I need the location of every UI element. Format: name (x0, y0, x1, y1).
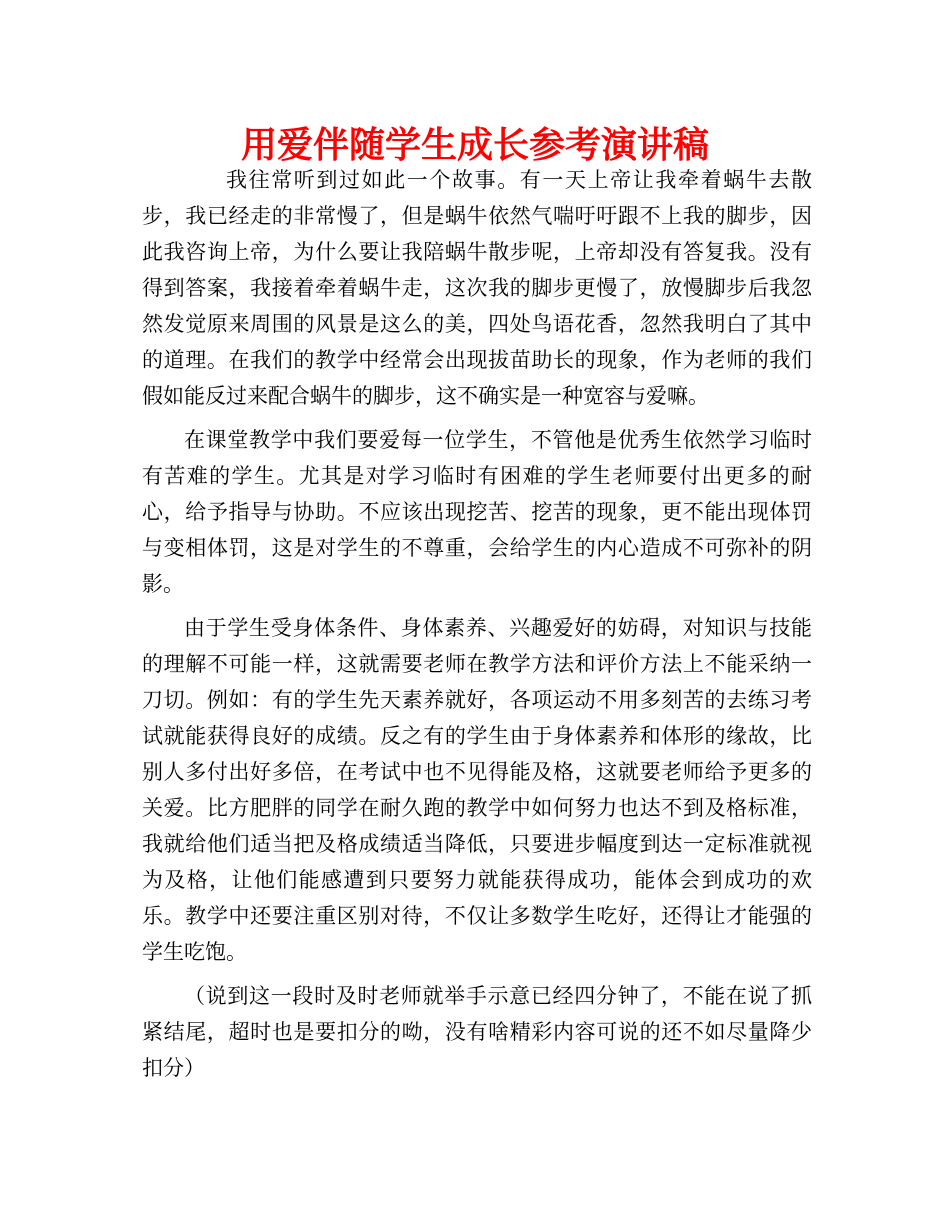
paragraph-snail-story: 我往常听到过如此一个故事。有一天上帝让我牵着蜗牛去散步，我已经走的非常慢了，但是蜗牛依然气喘吁吁跟不上我的脚步，因此我咨询上帝，为什么要让我陪蜗牛散步呢，上帝却没有答复我。没有得到答案，我接着牵着蜗牛走，这次我的脚步更慢了，放慢脚步后我忽然发觉原来周围的风景是这么的美，四处鸟语花香，忽然我明白了其中的道理。在我们的教学中经常会出现拔苗助长的现象，作为老师的我们假如能反过来配合蜗牛的脚步，这不确实是一种宽容与爱嘛。 (142, 168, 812, 408)
document-body (142, 162, 812, 1086)
paragraph-love-every-student: 在课堂教学中我们要爱每一位学生，不管他是优秀生依然学习临时有苦难的学生。尤其是对学习临时有困难的学生老师要付出更多的耐心，给予指导与协助。不应该出现挖苦、挖苦的现象，更不能出现体罚与变相体罚，这是对学生的不尊重，会给学生的内心造成不可弥补的阴影。 (142, 428, 812, 596)
document-title: 用爱伴随学生成长参考演讲稿 (240, 125, 709, 166)
paragraph-individual-differences: 由于学生受身体条件、身体素养、兴趣爱好的妨碍，对知识与技能的理解不可能一样，这就需要老师在教学方法和评价方法上不能采纳一刀切。例如：有的学生先天素养就好，各项运动不用多刻苦的去练习考试就能获得良好的成绩。反之有的学生由于身体素养和体形的缘故，比别人多付出好多倍，在考试中也不见得能及格，这就要老师给予更多的关爱。比方肥胖的同学在耐久跑的教学中如何努力也达不到及格标准，我就给他们适当把及格成绩适当降低，只要进步幅度到达一定标准就视为及格，让他们能感遭到只要努力就能获得成功，能体会到成功的欢乐。教学中还要注重区别对待，不仅让多数学生吃好，还得让才能强的学生吃饱。 (142, 616, 812, 964)
paragraph-time-note: （说到这一段时及时老师就举手示意已经四分钟了，不能在说了抓紧结尾，超时也是要扣分的呦，没有啥精彩内容可说的还不如尽量降少扣分） (142, 984, 812, 1080)
